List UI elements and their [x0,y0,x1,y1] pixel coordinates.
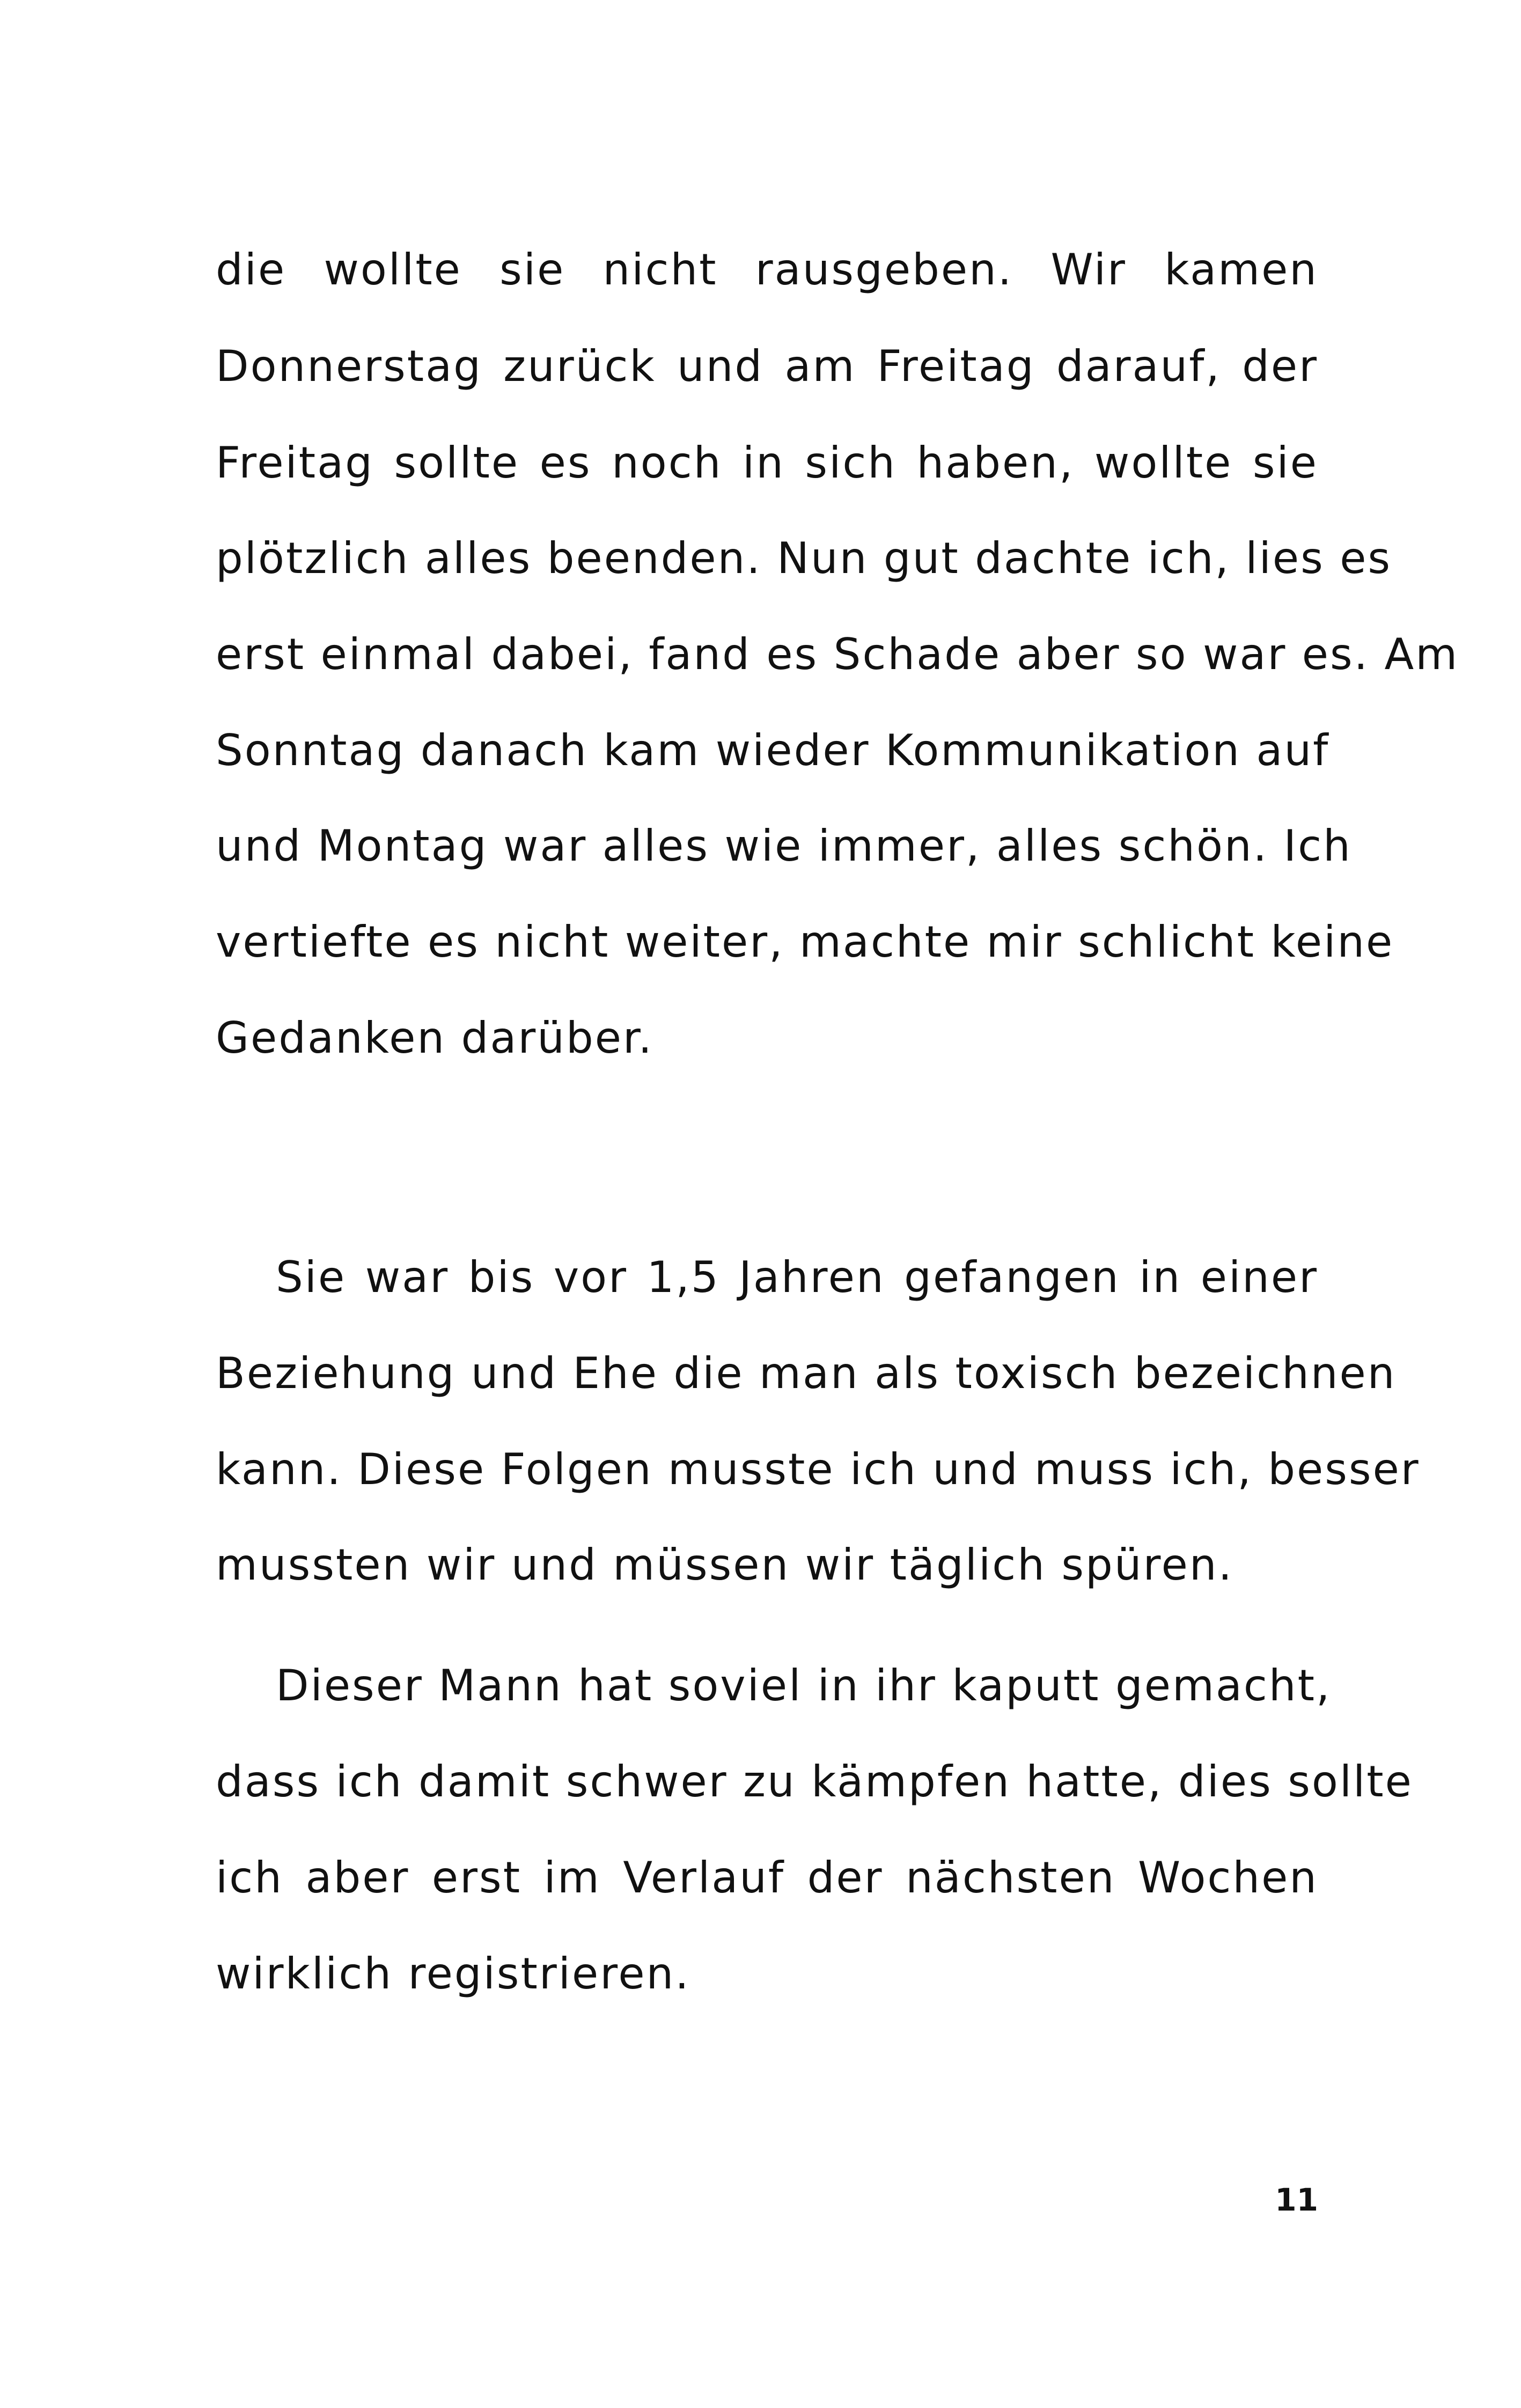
page-number: 11 [1275,2182,1318,2218]
text-line: Gedanken darüber. [216,1013,653,1063]
text-line: Dieser Mann hat soviel in ihr kaputt gemacht, [276,1661,1332,1710]
text-line: Freitag sollte es noch in sich haben, wollte sie [216,438,1318,488]
text-line: vertiefte es nicht weiter, machte mir schlicht keine [216,917,1394,967]
text-line: und Montag war alles wie immer, alles schön. Ich [216,821,1352,871]
text-line: Sonntag danach kam wieder Kommunikation auf [216,725,1330,775]
text-line: dass ich damit schwer zu kämpfen hatte, dies sollte [216,1757,1413,1807]
text-line: wirklich registrieren. [216,1949,690,1999]
text-line: Beziehung und Ehe die man als toxisch bezeichnen [216,1348,1397,1398]
text-line: plötzlich alles beenden. Nun gut dachte ich, lies es [216,533,1392,583]
text-line: erst einmal dabei, fand es Schade aber so war es. Am [216,629,1459,679]
text-line: kann. Diese Folgen musste ich und muss ich, besser [216,1444,1420,1494]
text-line: die wollte sie nicht rausgeben. Wir kamen [216,245,1318,295]
text-line: Sie war bis vor 1,5 Jahren gefangen in einer [276,1252,1318,1302]
text-line: ich aber erst im Verlauf der nächsten Wochen [216,1853,1318,1903]
text-line: Donnerstag zurück und am Freitag darauf, der [216,341,1318,391]
text-line: mussten wir und müssen wir täglich spüren. [216,1540,1234,1590]
